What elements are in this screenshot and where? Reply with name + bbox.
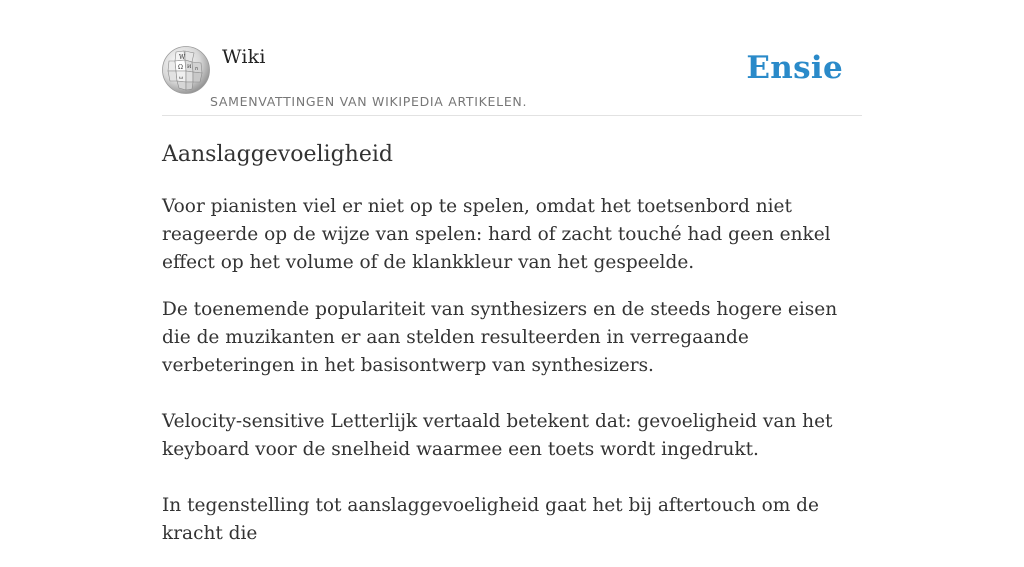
site-name[interactable]: Wiki [222,46,266,68]
site-header [162,44,862,116]
site-tagline: SAMENVATTINGEN VAN WIKIPEDIA ARTIKELEN. [210,94,528,109]
wikipedia-globe-icon[interactable] [162,46,210,94]
svg-text:W: W [179,54,186,61]
svg-text:ก: ก [195,66,199,72]
svg-text:Ω: Ω [178,64,183,71]
article-title: Aanslaggevoeligheid [162,142,393,167]
article-paragraph: De toenemende populariteit van synthesizers en de steeds hogere eisen die de muzikanten er aan stelden resulteerden in verregaande verbeteringen in het basisontwerp van synthesizers. Velocity-sensitive Letterlijk vertaald betekent dat: gevoeligheid van het keyboard voor de snelheid waarmee een toets wordt ingedrukt. In tegenstelling tot aanslaggevoeligheid gaat het bij aftertouch om de kracht die [162,299,838,544]
svg-text:И: И [187,64,192,70]
article-paragraph: Voor pianisten viel er niet op te spelen, omdat het toetsenbord niet reageerde op de wijze van spelen: hard of zacht touché had geen enkel effect op het volume of de klankkleur van het gespeelde. [162,196,831,273]
svg-text:ω: ω [179,75,184,81]
brand-logo[interactable]: Ensie [746,50,843,86]
article-content [162,138,862,567]
